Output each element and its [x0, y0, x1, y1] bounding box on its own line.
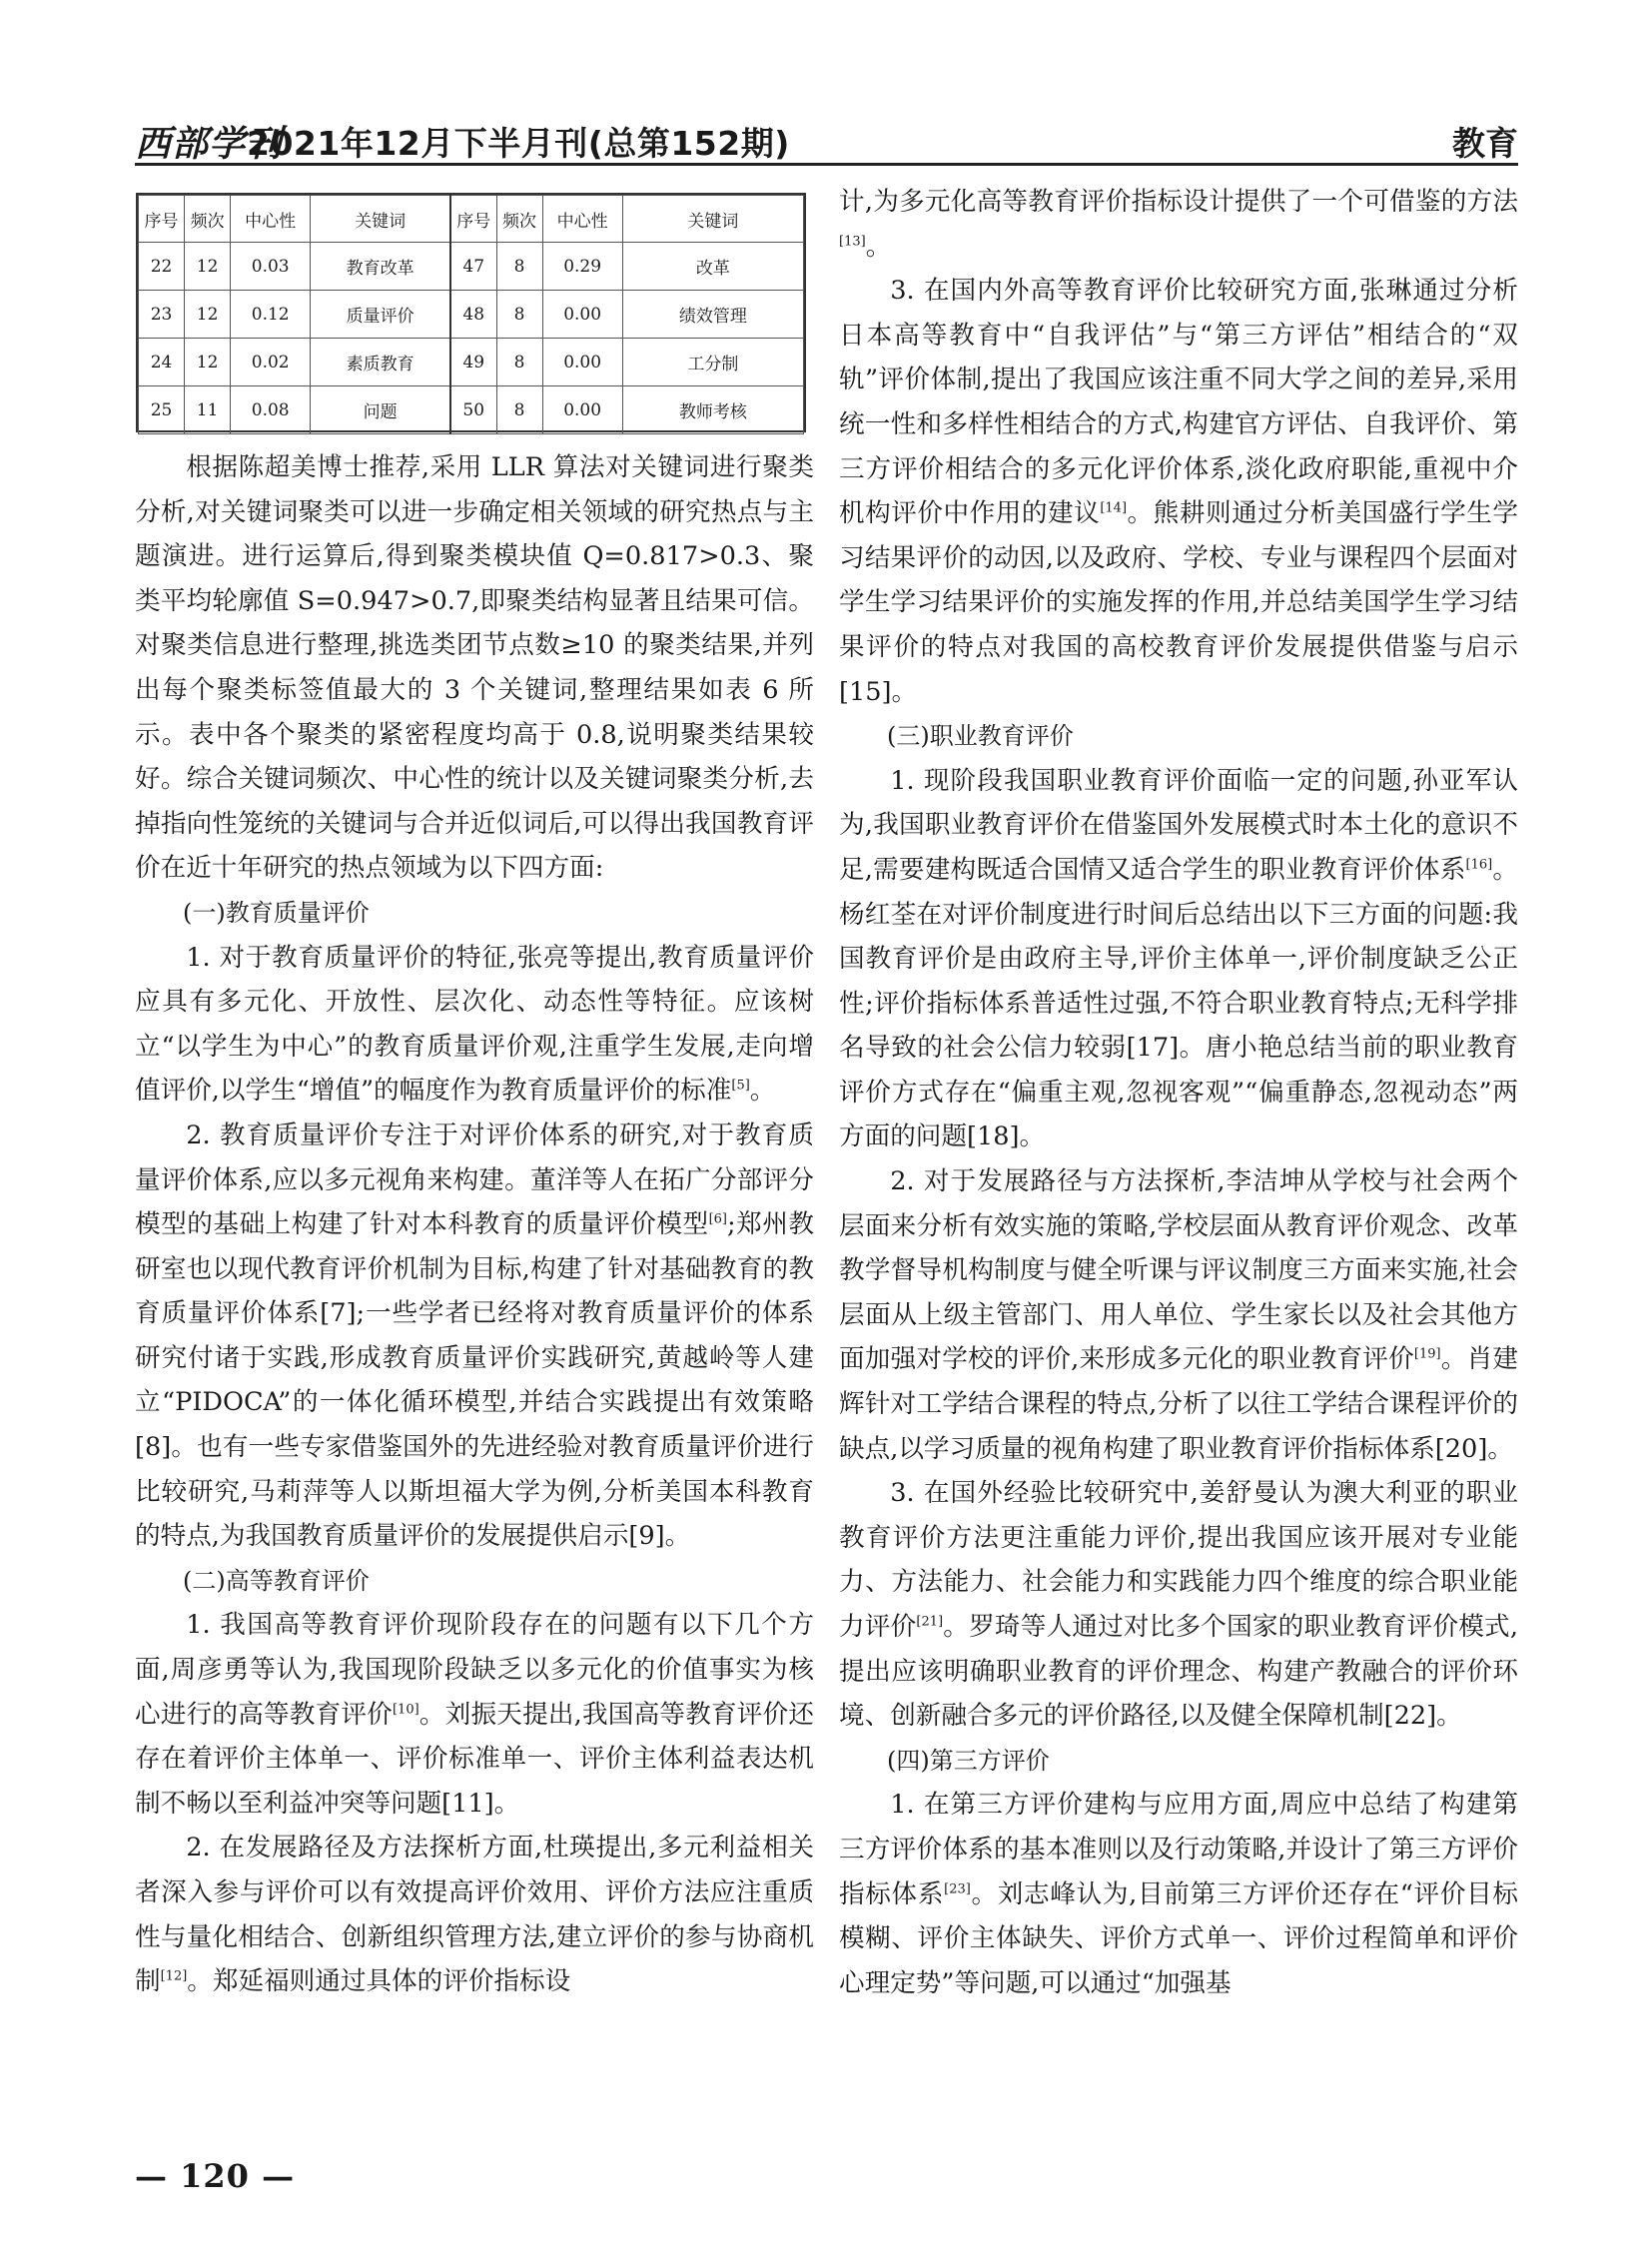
table-cell: 50: [450, 386, 496, 434]
table-row: [139, 339, 804, 386]
table-cell: 48: [450, 291, 496, 339]
table-header-cell: 中心性: [542, 196, 622, 243]
table-header-cell: 频次: [496, 196, 542, 243]
table-cell: 24: [139, 339, 185, 386]
table-cell: 12: [185, 339, 231, 386]
table-header-cell: 序号: [450, 196, 496, 243]
table-cell: 49: [450, 339, 496, 386]
paragraph: [839, 1159, 1518, 1471]
table-cell: 问题: [311, 386, 450, 434]
paragraph-text: 1. 现阶段我国职业教育评价面临一定的问题,孙亚军认为,我国职业教育评价在借鉴国外发展模式时本土化的意识不足,需要建构既适合国情又适合学生的职业教育评价体系: [839, 765, 1518, 885]
paragraph-text-tail: 。: [865, 231, 892, 262]
paragraph-text-tail: 。罗琦等人通过对比多个国家的职业教育评价模式,提出应该明确职业教育的评价理念、构建产教融合的评价环境、创新融合多元的评价路径,以及健全保障机制[22]。: [839, 1612, 1518, 1732]
citation-ref: [19]: [1413, 1346, 1441, 1362]
table-cell: 改革: [622, 243, 803, 291]
table-header-row: [139, 196, 804, 243]
left-column: [135, 445, 814, 2004]
page-header: [135, 112, 1518, 164]
paragraph-text: 3. 在国外经验比较研究中,姜舒曼认为澳大利亚的职业教育评价方法更注重能力评价,提出我国应该开展对专业能力、方法能力、社会能力和实践能力四个维度的综合职业能力评价: [839, 1478, 1518, 1642]
paragraph: [135, 936, 814, 1114]
table-cell: 0.00: [542, 291, 622, 339]
issue-info: 2021年12月下半月刊(总第152期): [247, 124, 790, 163]
paragraph-text-tail: 。刘振天提出,我国高等教育评价还存在着评价主体单一、评价标准单一、评价主体利益表达机制不畅以至利益冲突等问题[11]。: [135, 1699, 814, 1819]
table-cell: 47: [450, 243, 496, 291]
table-cell: 工分制: [622, 339, 803, 386]
citation-ref: [16]: [1465, 857, 1493, 873]
table-header-cell: 关键词: [622, 196, 803, 243]
table-header-cell: 频次: [185, 196, 231, 243]
paragraph-text-tail: 。: [749, 1076, 776, 1107]
paragraph-text: 3. 在国内外高等教育评价比较研究方面,张琳通过分析日本高等教育中“自我评估”与“第三方评估”相结合的“双轨”评价体制,提出了我国应该注重不同大学之间的差异,采用统一性和多样性相结合的方式,构建官方评估、自我评价、第三方评价相结合的多元化评价体系,淡化政府职能,重视中介机构评价中作用的建议: [839, 276, 1518, 529]
paragraph: [839, 180, 1518, 269]
paragraph: [839, 1471, 1518, 1739]
table-cell: 质量评价: [311, 291, 450, 339]
citation-ref: [23]: [944, 1881, 971, 1897]
table-cell: 12: [185, 291, 231, 339]
table-cell: 0.02: [231, 339, 311, 386]
table-cell: 22: [139, 243, 185, 291]
paragraph: [135, 1826, 814, 2003]
table-cell: 0.12: [231, 291, 311, 339]
paragraph-text: 2. 对于发展路径与方法探析,李洁坤从学校与社会两个层面来分析有效实施的策略,学校层面从教育评价观念、改革教学督导机构制度与健全听课与评议制度三方面来实施,社会层面从上级主管部门、用人单位、学生家长以及社会其他方面加强对学校的评价,来形成多元化的职业教育评价: [839, 1166, 1518, 1375]
table-cell: 8: [496, 291, 542, 339]
right-column: [839, 180, 1518, 2005]
table-cell: 0.00: [542, 339, 622, 386]
table-cell: 8: [496, 339, 542, 386]
citation-ref: [6]: [708, 1211, 728, 1227]
paragraph-text: 2. 在发展路径及方法探析方面,杜瑛提出,多元利益相关者深入参与评价可以有效提高评价效用、评价方法应注重质性与量化相结合、创新组织管理方法,建立评价的参与协商机制: [135, 1833, 814, 1997]
citation-ref: [14]: [1100, 500, 1128, 516]
header-rule: [135, 163, 1518, 166]
table-cell: 0.29: [542, 243, 622, 291]
table-cell: 教师考核: [622, 386, 803, 434]
table-cell: 8: [496, 243, 542, 291]
paragraph-text: (四)第三方评价: [887, 1746, 1050, 1775]
paragraph-text: (三)职业教育评价: [887, 722, 1074, 751]
table-cell: 教育改革: [311, 243, 450, 291]
paragraph-text-tail: 。郑延福则通过具体的评价指标设: [187, 1966, 571, 1997]
citation-ref: [12]: [160, 1968, 188, 1984]
table-header-cell: 关键词: [311, 196, 450, 243]
table-cell: 0.00: [542, 386, 622, 434]
citation-ref: [10]: [392, 1702, 419, 1718]
paragraph-text-tail: 。刘志峰认为,目前第三方评价还存在“评价目标模糊、评价主体缺失、评价方式单一、评价过程简单和评价心理定势”等问题,可以通过“加强基: [839, 1878, 1518, 1998]
table-cell: 12: [185, 243, 231, 291]
page-number: — 120 —: [135, 2157, 296, 2195]
paragraph-text: (一)教育质量评价: [183, 898, 370, 927]
table-cell: 11: [185, 386, 231, 434]
section-heading: [135, 1559, 814, 1604]
citation-ref: [13]: [839, 234, 866, 250]
table-cell: 素质教育: [311, 339, 450, 386]
paragraph-text: 1. 在第三方评价建构与应用方面,周应中总结了构建第三方评价体系的基本准则以及行动策略,并设计了第三方评价指标体系: [839, 1790, 1518, 1909]
citation-ref: [5]: [731, 1078, 750, 1094]
keyword-table: [136, 193, 806, 432]
paragraph-text-tail: 。杨红荃在对评价制度进行时间后总结出以下三方面的问题:我国教育评价是由政府主导,评价主体单一,评价制度缺乏公正性;评价指标体系普适性过强,不符合职业教育特点;无科学排名导致的社会公信力较弱[17]。唐小艳总结当前的职业教育评价方式存在“偏重主观,忽视客观”“偏重静态,忽视动态”两方面的问题[18]。: [839, 854, 1518, 1152]
paragraph: [839, 1783, 1518, 2005]
journal-name-logo: 西部学刊: [135, 123, 284, 165]
table-cell: 8: [496, 386, 542, 434]
table-cell: 0.08: [231, 386, 311, 434]
citation-ref: [21]: [916, 1614, 944, 1630]
paragraph: [839, 269, 1518, 714]
table-row: [139, 386, 804, 434]
paragraph-text-tail: 。肖建辉针对工学结合课程的特点,分析了以往工学结合课程评价的缺点,以学习质量的视角构建了职业教育评价指标体系[20]。: [839, 1344, 1518, 1464]
paragraph-text: 1. 对于教育质量评价的特征,张亮等提出,教育质量评价应具有多元化、开放性、层次化、动态性等特征。应该树立“以学生为中心”的教育质量评价观,注重学生发展,走向增值评价,以学生“增值”的幅度作为教育质量评价的标准: [135, 942, 814, 1107]
section-heading: [839, 714, 1518, 759]
table-row: [139, 291, 804, 339]
paragraph: [135, 1603, 814, 1826]
paragraph-text: 根据陈超美博士推荐,采用 LLR 算法对关键词进行聚类分析,对关键词聚类可以进一步确定相关领域的研究热点与主题演进。进行运算后,得到聚类模块值 Q=0.817>0.3、聚类平均轮廓值 S=0.947>0.7,即聚类结构显著且结果可信。对聚类信息进行整理,挑选类团节点数≥10 的聚类结果,并列出每个聚类标签值最大的 3 个关键词,整理结果如表 6 所示。表中各个聚类的紧密程度均高于 0.8,说明聚类结果较好。综合关键词频次、中心性的统计以及关键词聚类分析,去掉指向性笼统的关键词与合并近似词后,可以得出我国教育评价在近十年研究的热点领域为以下四方面:: [135, 452, 814, 884]
section-heading: [135, 891, 814, 936]
table-cell: 23: [139, 291, 185, 339]
paragraph-text-tail: 。熊耕则通过分析美国盛行学生学习结果评价的动因,以及政府、学校、专业与课程四个层面对学生学习结果评价的实施发挥的作用,并总结美国学生学习结果评价的特点对我国的高校教育评价发展提供借鉴与启示[15]。: [839, 498, 1518, 707]
table-cell: 0.03: [231, 243, 311, 291]
section-heading: [839, 1739, 1518, 1784]
section-name: 教育: [1452, 124, 1518, 163]
table-cell: 绩效管理: [622, 291, 803, 339]
table-header-cell: 序号: [139, 196, 185, 243]
table-cell: 25: [139, 386, 185, 434]
table-header-cell: 中心性: [231, 196, 311, 243]
paragraph-text: 2. 教育质量评价专注于对评价体系的研究,对于教育质量评价体系,应以多元视角来构建。董洋等人在拓广分部评分模型的基础上构建了针对本科教育的质量评价模型: [135, 1120, 814, 1240]
paragraph: [839, 759, 1518, 1159]
paragraph: [135, 445, 814, 891]
paragraph-text: 1. 我国高等教育评价现阶段存在的问题有以下几个方面,周彦勇等认为,我国现阶段缺乏以多元化的价值事实为核心进行的高等教育评价: [135, 1610, 814, 1730]
paragraph-text-tail: ;郑州教研室也以现代教育评价机制为目标,构建了针对基础教育的教育质量评价体系[7];一些学者已经将对教育质量评价的体系研究付诸于实践,形成教育质量评价实践研究,黄越岭等人建立“PIDOCA”的一体化循环模型,并结合实践提出有效策略[8]。也有一些专家借鉴国外的先进经验对教育质量评价进行比较研究,马莉萍等人以斯坦福大学为例,分析美国本科教育的特点,为我国教育质量评价的发展提供启示[9]。: [135, 1209, 814, 1552]
paragraph-text: (二)高等教育评价: [183, 1566, 370, 1595]
table-row: [139, 243, 804, 291]
paragraph-text: 计,为多元化高等教育评价指标设计提供了一个可借鉴的方法: [839, 187, 1518, 217]
paragraph: [135, 1114, 814, 1559]
